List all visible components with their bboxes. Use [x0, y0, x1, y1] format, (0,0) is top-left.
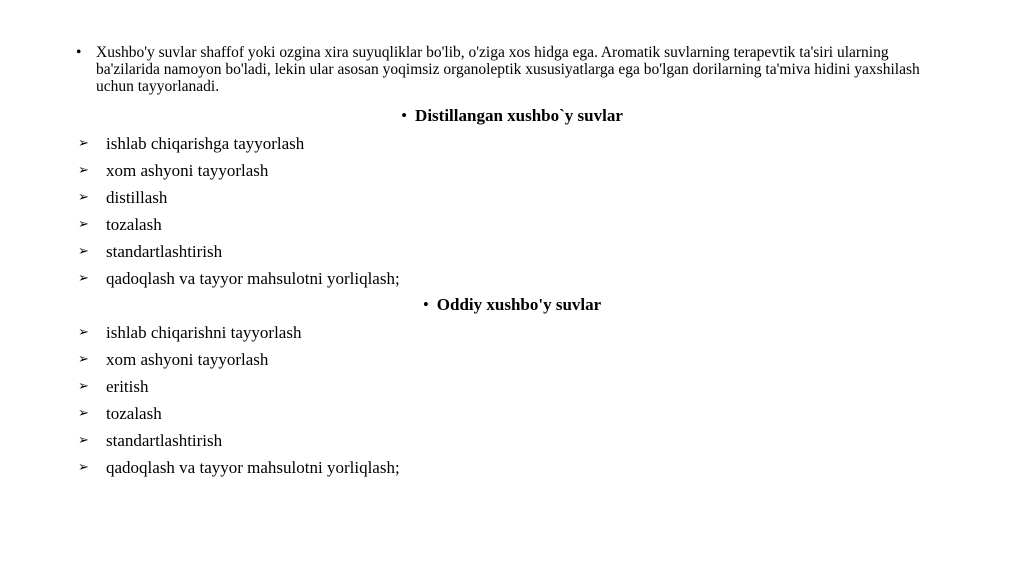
list-item: [78, 130, 400, 157]
steps-list-simple: [78, 319, 400, 481]
list-item: [78, 238, 400, 265]
list-item: [78, 373, 400, 400]
list-item: [78, 400, 400, 427]
arrow-bullet-icon: ➢: [78, 433, 89, 448]
arrow-bullet-icon: ➢: [78, 406, 89, 421]
list-item: [78, 454, 400, 481]
heading-bullet: •: [401, 106, 408, 125]
list-item: [78, 319, 400, 346]
list-item: [78, 211, 400, 238]
steps-list-distilled: [78, 130, 400, 292]
intro-bullet: •: [76, 44, 82, 61]
list-item-text: tozalash: [106, 214, 162, 234]
list-item: [78, 157, 400, 184]
list-item: [78, 427, 400, 454]
intro-text: Xushbo'y suvlar shaffof yoki ozgina xira suyuqliklar bo'lib, o'ziga xos hidga ega. Aromatik suvlarning terapevtik ta'siri ularning ba'zilarida namoyon bo'ladi, lekin ular asosan yoqimsiz organoleptik xususiyatlarga ega bo'lgan dorilarning ta'miva hidini yaxshilash uchun tayyorlanadi.: [96, 44, 920, 95]
section-heading-distilled: [0, 106, 1024, 126]
list-item: [78, 346, 400, 373]
arrow-bullet-icon: ➢: [78, 271, 89, 286]
intro-paragraph: [76, 44, 956, 95]
list-item-text: ishlab chiqarishni tayyorlash: [106, 322, 302, 342]
heading-text: Distillangan xushbo`y suvlar: [415, 106, 623, 125]
list-item-text: xom ashyoni tayyorlash: [106, 160, 269, 180]
heading-bullet: •: [422, 295, 429, 314]
arrow-bullet-icon: ➢: [78, 190, 89, 205]
arrow-bullet-icon: ➢: [78, 217, 89, 232]
list-item-text: qadoqlash va tayyor mahsulotni yorliqlash;: [106, 457, 400, 477]
arrow-bullet-icon: ➢: [78, 163, 89, 178]
arrow-bullet-icon: ➢: [78, 244, 89, 259]
list-item-text: qadoqlash va tayyor mahsulotni yorliqlash;: [106, 268, 400, 288]
list-item: [78, 184, 400, 211]
list-item-text: ishlab chiqarishga tayyorlash: [106, 133, 305, 153]
section-heading-simple: [0, 295, 1024, 315]
heading-text: Oddiy xushbo'y suvlar: [436, 295, 602, 314]
arrow-bullet-icon: ➢: [78, 352, 89, 367]
arrow-bullet-icon: ➢: [78, 136, 89, 151]
list-item: [78, 265, 400, 292]
list-item-text: standartlashtirish: [106, 430, 223, 450]
list-item-text: xom ashyoni tayyorlash: [106, 349, 269, 369]
arrow-bullet-icon: ➢: [78, 460, 89, 475]
arrow-bullet-icon: ➢: [78, 379, 89, 394]
list-item-text: distillash: [106, 187, 168, 207]
list-item-text: tozalash: [106, 403, 162, 423]
list-item-text: eritish: [106, 376, 149, 396]
list-item-text: standartlashtirish: [106, 241, 223, 261]
arrow-bullet-icon: ➢: [78, 325, 89, 340]
